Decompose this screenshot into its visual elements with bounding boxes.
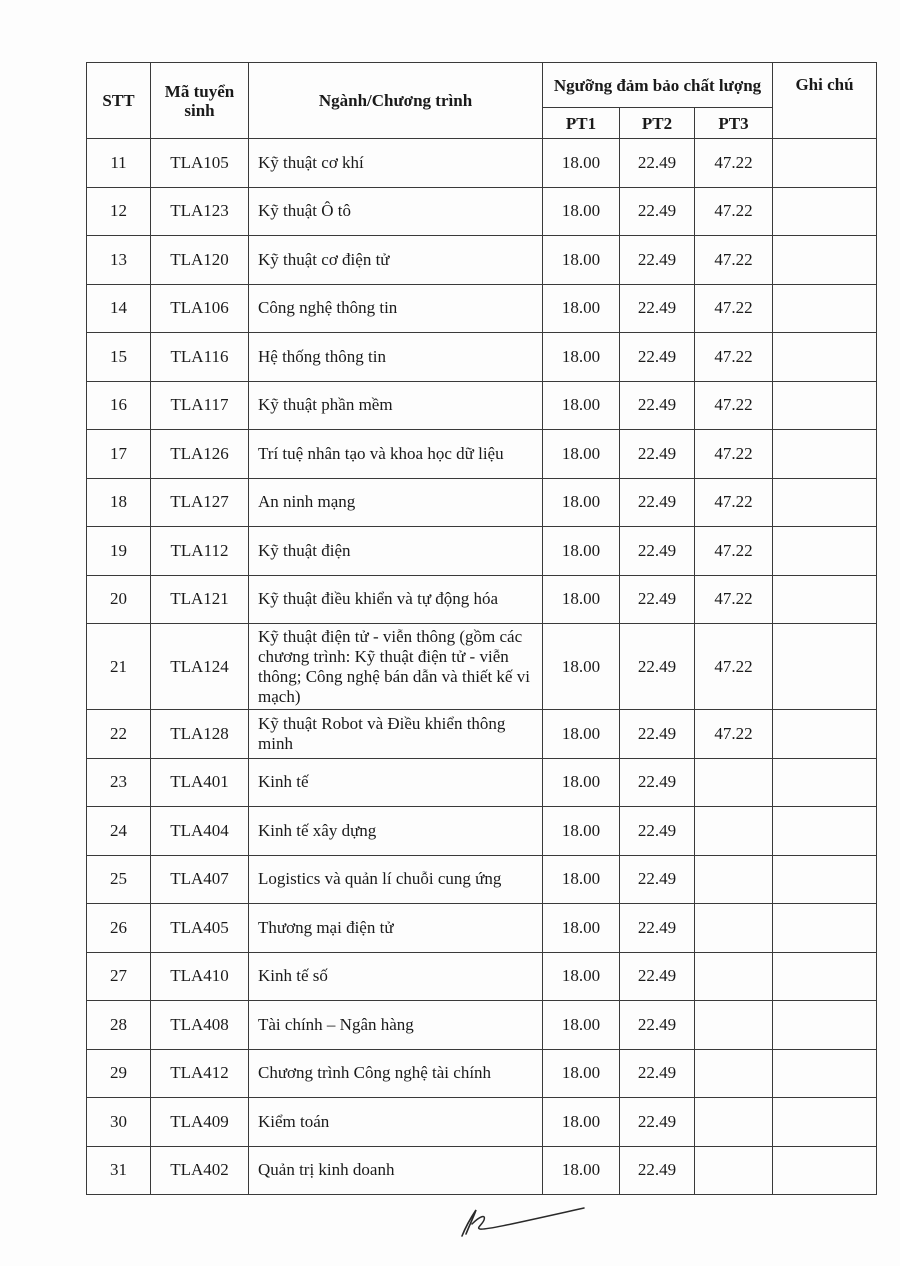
row-program: Kỹ thuật Ô tô (249, 187, 543, 236)
row-pt1: 18.00 (543, 575, 620, 624)
table-row (87, 624, 877, 710)
row-code: TLA120 (151, 236, 249, 285)
row-program: Thương mại điện tử (249, 904, 543, 953)
row-stt: 23 (87, 758, 151, 807)
row-pt1: 18.00 (543, 430, 620, 479)
table-row (87, 710, 877, 759)
table-row (87, 904, 877, 953)
row-pt1: 18.00 (543, 807, 620, 856)
row-pt1: 18.00 (543, 1146, 620, 1195)
header-threshold-group: Ngưỡng đảm bảo chất lượng (543, 63, 773, 108)
table-row (87, 478, 877, 527)
header-program: Ngành/Chương trình (249, 63, 543, 139)
row-pt2: 22.49 (620, 187, 695, 236)
row-code: TLA404 (151, 807, 249, 856)
row-pt3 (695, 758, 773, 807)
row-pt3 (695, 904, 773, 953)
row-note (773, 187, 877, 236)
row-code: TLA405 (151, 904, 249, 953)
row-pt2: 22.49 (620, 478, 695, 527)
row-note (773, 381, 877, 430)
row-pt1: 18.00 (543, 952, 620, 1001)
row-pt2: 22.49 (620, 527, 695, 576)
row-pt3 (695, 1146, 773, 1195)
row-pt1: 18.00 (543, 1001, 620, 1050)
row-pt2: 22.49 (620, 139, 695, 188)
table-row (87, 139, 877, 188)
table-row (87, 1146, 877, 1195)
row-note (773, 333, 877, 382)
row-note (773, 710, 877, 759)
row-note (773, 236, 877, 285)
row-pt1: 18.00 (543, 758, 620, 807)
row-stt: 31 (87, 1146, 151, 1195)
row-program: Kỹ thuật cơ khí (249, 139, 543, 188)
row-pt3: 47.22 (695, 139, 773, 188)
row-code: TLA402 (151, 1146, 249, 1195)
row-pt3: 47.22 (695, 478, 773, 527)
row-stt: 12 (87, 187, 151, 236)
row-stt: 13 (87, 236, 151, 285)
row-pt2: 22.49 (620, 333, 695, 382)
row-pt3: 47.22 (695, 575, 773, 624)
row-pt3: 47.22 (695, 187, 773, 236)
row-note (773, 575, 877, 624)
row-stt: 25 (87, 855, 151, 904)
row-note (773, 1146, 877, 1195)
row-pt3 (695, 1049, 773, 1098)
row-stt: 14 (87, 284, 151, 333)
row-pt2: 22.49 (620, 952, 695, 1001)
row-pt2: 22.49 (620, 624, 695, 710)
row-stt: 15 (87, 333, 151, 382)
row-pt2: 22.49 (620, 710, 695, 759)
row-pt3: 47.22 (695, 710, 773, 759)
row-program: Kinh tế (249, 758, 543, 807)
table-row (87, 284, 877, 333)
row-program: Quản trị kinh doanh (249, 1146, 543, 1195)
row-stt: 29 (87, 1049, 151, 1098)
row-program: Kỹ thuật điều khiển và tự động hóa (249, 575, 543, 624)
row-note (773, 904, 877, 953)
row-stt: 22 (87, 710, 151, 759)
table-row (87, 1098, 877, 1147)
table-row (87, 758, 877, 807)
row-pt2: 22.49 (620, 381, 695, 430)
row-pt1: 18.00 (543, 710, 620, 759)
row-pt1: 18.00 (543, 904, 620, 953)
row-note (773, 807, 877, 856)
row-pt2: 22.49 (620, 758, 695, 807)
row-program: Kỹ thuật phần mềm (249, 381, 543, 430)
row-pt3 (695, 1098, 773, 1147)
row-pt2: 22.49 (620, 1049, 695, 1098)
row-program: Trí tuệ nhân tạo và khoa học dữ liệu (249, 430, 543, 479)
row-pt1: 18.00 (543, 624, 620, 710)
row-pt3 (695, 1001, 773, 1050)
header-stt: STT (87, 63, 151, 139)
row-pt1: 18.00 (543, 855, 620, 904)
row-code: TLA408 (151, 1001, 249, 1050)
row-pt1: 18.00 (543, 236, 620, 285)
row-code: TLA106 (151, 284, 249, 333)
table-body (87, 139, 877, 1195)
row-program: Hệ thống thông tin (249, 333, 543, 382)
header-row (87, 63, 877, 108)
row-pt1: 18.00 (543, 333, 620, 382)
row-note (773, 430, 877, 479)
row-pt3: 47.22 (695, 284, 773, 333)
row-program: Kỹ thuật điện tử - viễn thông (gồm các chương trình: Kỹ thuật điện tử - viễn thông; Công nghệ bán dẫn và thiết kế vi mạch) (249, 624, 543, 710)
row-code: TLA401 (151, 758, 249, 807)
row-program: An ninh mạng (249, 478, 543, 527)
row-code: TLA105 (151, 139, 249, 188)
row-note (773, 139, 877, 188)
row-note (773, 624, 877, 710)
row-pt3: 47.22 (695, 236, 773, 285)
row-note (773, 952, 877, 1001)
row-pt2: 22.49 (620, 1098, 695, 1147)
row-code: TLA121 (151, 575, 249, 624)
header-pt3: PT3 (695, 108, 773, 139)
row-note (773, 1001, 877, 1050)
row-pt2: 22.49 (620, 575, 695, 624)
row-program: Công nghệ thông tin (249, 284, 543, 333)
row-pt1: 18.00 (543, 478, 620, 527)
row-note (773, 284, 877, 333)
row-stt: 18 (87, 478, 151, 527)
header-pt2: PT2 (620, 108, 695, 139)
table-row (87, 1049, 877, 1098)
row-pt3: 47.22 (695, 381, 773, 430)
table-row (87, 430, 877, 479)
table-row (87, 527, 877, 576)
row-code: TLA117 (151, 381, 249, 430)
row-code: TLA407 (151, 855, 249, 904)
row-note (773, 758, 877, 807)
row-pt3 (695, 855, 773, 904)
row-code: TLA126 (151, 430, 249, 479)
row-pt1: 18.00 (543, 381, 620, 430)
row-pt2: 22.49 (620, 807, 695, 856)
row-pt1: 18.00 (543, 1049, 620, 1098)
row-pt1: 18.00 (543, 1098, 620, 1147)
table-row (87, 236, 877, 285)
row-pt2: 22.49 (620, 1001, 695, 1050)
row-code: TLA127 (151, 478, 249, 527)
row-code: TLA116 (151, 333, 249, 382)
table-row (87, 187, 877, 236)
handwritten-signature (452, 1198, 592, 1242)
row-program: Kỹ thuật điện (249, 527, 543, 576)
table-row (87, 381, 877, 430)
row-code: TLA412 (151, 1049, 249, 1098)
row-program: Kinh tế xây dựng (249, 807, 543, 856)
row-pt2: 22.49 (620, 855, 695, 904)
row-pt2: 22.49 (620, 904, 695, 953)
table-row (87, 807, 877, 856)
table-row (87, 952, 877, 1001)
row-program: Chương trình Công nghệ tài chính (249, 1049, 543, 1098)
row-stt: 28 (87, 1001, 151, 1050)
row-pt3: 47.22 (695, 333, 773, 382)
row-program: Kỹ thuật cơ điện tử (249, 236, 543, 285)
table-row (87, 575, 877, 624)
row-code: TLA128 (151, 710, 249, 759)
row-pt2: 22.49 (620, 1146, 695, 1195)
row-note (773, 527, 877, 576)
row-stt: 11 (87, 139, 151, 188)
row-stt: 19 (87, 527, 151, 576)
header-code: Mã tuyển sinh (151, 63, 249, 139)
admission-threshold-table (86, 62, 877, 1195)
table-row (87, 855, 877, 904)
row-stt: 27 (87, 952, 151, 1001)
row-code: TLA410 (151, 952, 249, 1001)
row-code: TLA123 (151, 187, 249, 236)
row-stt: 24 (87, 807, 151, 856)
row-note (773, 1098, 877, 1147)
row-pt1: 18.00 (543, 139, 620, 188)
row-pt2: 22.49 (620, 430, 695, 479)
row-note (773, 855, 877, 904)
row-pt3: 47.22 (695, 527, 773, 576)
row-program: Kỹ thuật Robot và Điều khiển thông minh (249, 710, 543, 759)
row-note (773, 478, 877, 527)
row-stt: 16 (87, 381, 151, 430)
header-note: Ghi chú (773, 63, 877, 139)
row-pt2: 22.49 (620, 284, 695, 333)
table-row (87, 333, 877, 382)
row-code: TLA124 (151, 624, 249, 710)
row-note (773, 1049, 877, 1098)
row-program: Logistics và quản lí chuỗi cung ứng (249, 855, 543, 904)
row-program: Tài chính – Ngân hàng (249, 1001, 543, 1050)
row-stt: 21 (87, 624, 151, 710)
table-row (87, 1001, 877, 1050)
row-pt2: 22.49 (620, 236, 695, 285)
row-pt1: 18.00 (543, 187, 620, 236)
row-stt: 17 (87, 430, 151, 479)
row-stt: 26 (87, 904, 151, 953)
row-pt3: 47.22 (695, 430, 773, 479)
row-program: Kinh tế số (249, 952, 543, 1001)
row-pt3 (695, 807, 773, 856)
row-stt: 20 (87, 575, 151, 624)
row-pt3: 47.22 (695, 624, 773, 710)
row-code: TLA112 (151, 527, 249, 576)
row-stt: 30 (87, 1098, 151, 1147)
row-pt1: 18.00 (543, 527, 620, 576)
row-program: Kiểm toán (249, 1098, 543, 1147)
header-pt1: PT1 (543, 108, 620, 139)
row-pt3 (695, 952, 773, 1001)
row-code: TLA409 (151, 1098, 249, 1147)
row-pt1: 18.00 (543, 284, 620, 333)
